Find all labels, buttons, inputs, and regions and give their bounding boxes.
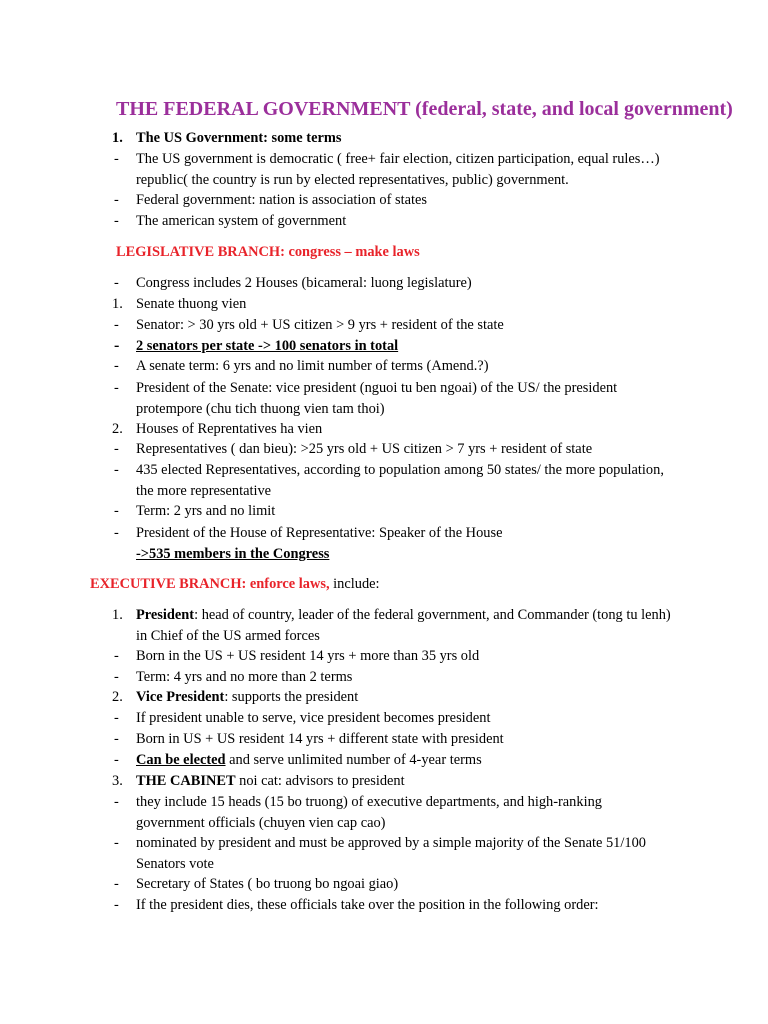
list-item-text: President of the House of Representative: Speaker of the House: [136, 525, 503, 541]
list-item-text: Secretary of States ( bo truong bo ngoai giao): [136, 876, 399, 892]
list-item: [112, 687, 672, 708]
list-item-text: A senate term: 6 yrs and no limit number of terms (Amend.?): [136, 358, 489, 374]
dash-marker: -: [114, 192, 119, 208]
list-item: [112, 149, 672, 191]
list-item-text: Senate thuong vien: [136, 296, 247, 312]
list-item-text: The US government is democratic ( free+ fair election, citizen participation, equal rules…) republic( the country is run by elected representatives, public) government.: [136, 151, 660, 188]
dash-marker: -: [114, 648, 119, 664]
list-item-text: Congress includes 2 Houses (bicameral: luong legislature): [136, 275, 472, 291]
list-item-bold: Can be elected: [136, 752, 226, 768]
dash-marker: -: [114, 794, 119, 810]
dash-marker: -: [114, 441, 119, 457]
list-item-text: Born in US + US resident 14 yrs + different state with president: [136, 731, 504, 747]
list-item: [112, 523, 672, 544]
dash-marker: -: [114, 275, 119, 291]
list-number: 1.: [112, 296, 123, 312]
list-item: [112, 356, 672, 377]
dash-marker: -: [114, 731, 119, 747]
list-item: [112, 315, 672, 336]
dash-marker: -: [114, 876, 119, 892]
list-item-text-emphasis: ->535 members in the Congress: [136, 546, 330, 562]
dash-marker: -: [114, 462, 119, 478]
dash-marker: -: [114, 503, 119, 519]
list-item-text: Senator: > 30 yrs old + US citizen > 9 yrs + resident of the state: [136, 317, 504, 333]
congress-total: [112, 544, 672, 565]
list-item: [112, 792, 672, 834]
list-item: [112, 895, 672, 916]
section-heading-text: The US Government: some terms: [136, 130, 342, 146]
dash-marker: -: [114, 525, 119, 541]
dash-marker: -: [114, 835, 119, 851]
list-item: [112, 190, 672, 211]
list-item: [112, 419, 672, 440]
dash-marker: -: [114, 317, 119, 333]
dash-marker: -: [114, 669, 119, 685]
dash-marker: -: [114, 752, 119, 768]
dash-marker: -: [114, 380, 119, 396]
list-item-bold: President: [136, 607, 195, 623]
list-item: [112, 708, 672, 729]
list-item: [112, 729, 672, 750]
list-item-text: THE CABINET noi cat: advisors to president: [136, 773, 405, 789]
legislative-heading: LEGISLATIVE BRANCH: congress – make laws: [116, 244, 420, 260]
list-number: 2.: [112, 689, 123, 705]
list-item: [112, 833, 672, 875]
list-item-bold: Vice President: [136, 689, 225, 705]
list-item: [112, 501, 672, 522]
list-item-text: If president unable to serve, vice president becomes president: [136, 710, 491, 726]
document-title: THE FEDERAL GOVERNMENT (federal, state, and local government): [116, 98, 733, 120]
list-item: [112, 874, 672, 895]
list-number: 1.: [112, 130, 123, 146]
list-item-text: Born in the US + US resident 14 yrs + more than 35 yrs old: [136, 648, 480, 664]
list-item-text: nominated by president and must be approved by a simple majority of the Senate 51/100 Senators vote: [136, 835, 646, 872]
list-item-text: The american system of government: [136, 213, 347, 229]
section-1-heading: [112, 128, 672, 149]
list-item: [112, 273, 672, 294]
list-item: [112, 211, 672, 232]
dash-marker: -: [114, 213, 119, 229]
list-item-text: If the president dies, these officials take over the position in the following order:: [136, 897, 599, 913]
executive-heading-text: EXECUTIVE BRANCH: enforce laws,: [90, 576, 330, 592]
list-item: [112, 667, 672, 688]
list-item-text: President of the Senate: vice president (nguoi tu ben ngoai) of the US/ the president protempore (chu tich thuong vien tam thoi): [136, 380, 618, 417]
list-item-text: Representatives ( dan bieu): >25 yrs old + US citizen > 7 yrs + resident of state: [136, 441, 593, 457]
executive-heading-suffix: include:: [329, 576, 380, 592]
list-number: 3.: [112, 773, 123, 789]
list-item: [112, 336, 672, 357]
list-item-bold: THE CABINET: [136, 773, 236, 789]
list-number: 2.: [112, 421, 123, 437]
list-item-text: they include 15 heads (15 bo truong) of executive departments, and high-ranking government officials (chuyen vien cap cao): [136, 794, 602, 831]
list-item: [112, 294, 672, 315]
list-number: 1.: [112, 607, 123, 623]
list-item: [112, 750, 672, 771]
list-item: [112, 605, 672, 647]
list-item-text: Vice President: supports the president: [136, 689, 359, 705]
list-item: [112, 439, 672, 460]
list-item-text: Term: 4 yrs and no more than 2 terms: [136, 669, 353, 685]
list-item: [112, 646, 672, 667]
list-item-text-emphasis: 2 senators per state -> 100 senators in total: [136, 338, 399, 354]
list-item-text: Can be elected and serve unlimited number of 4-year terms: [136, 752, 482, 768]
dash-marker: -: [114, 337, 120, 354]
list-item-text: President: head of country, leader of the federal government, and Commander (tong tu lenh) in Chief of the US armed forces: [136, 607, 671, 644]
list-item-text: Term: 2 yrs and no limit: [136, 503, 276, 519]
list-item-text: Federal government: nation is association of states: [136, 192, 427, 208]
dash-marker: -: [114, 151, 119, 167]
dash-marker: -: [114, 710, 119, 726]
dash-marker: -: [114, 897, 119, 913]
list-item: [112, 460, 672, 502]
list-item: [112, 378, 672, 420]
list-item-text: 435 elected Representatives, according to population among 50 states/ the more population, the more representative: [136, 462, 664, 499]
list-item-text: Houses of Reprentatives ha vien: [136, 421, 323, 437]
dash-marker: -: [114, 358, 119, 374]
executive-heading: [90, 574, 380, 595]
list-item: [112, 771, 672, 792]
